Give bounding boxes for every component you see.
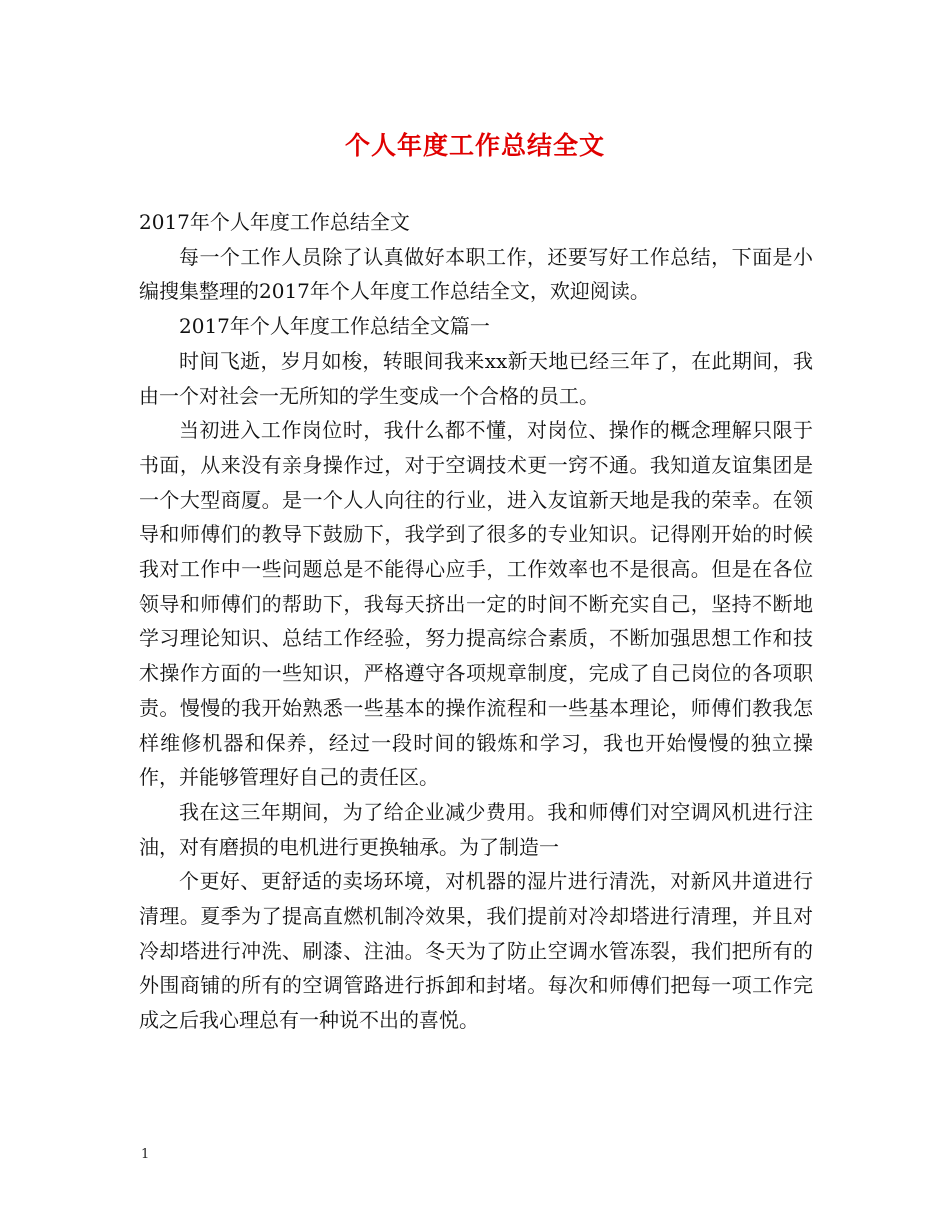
section-heading: 2017年个人年度工作总结全文篇一 <box>179 314 490 339</box>
body-paragraph: 我在这三年期间，为了给企业减少费用。我和师傅们对空调风机进行注油，对有磨损的电机进行更换轴承。为了制造一 <box>139 799 813 859</box>
body-paragraph: 当初进入工作岗位时，我什么都不懂，对岗位、操作的概念理解只限于书面，从来没有亲身操作过，对于空调技术更一窍不通。我知道友谊集团是一个大型商厦。是一个人人向往的行业，进入友谊新天地是我的荣幸。在领导和师傅们的教导下鼓励下，我学到了很多的专业知识。记得刚开始的时候我对工作中一些问题总是不能得心应手，工作效率也不是很高。但是在各位领导和师傅们的帮助下，我每天挤出一定的时间不断充实自己，坚持不断地学习理论知识、总结工作经验，努力提高综合素质，不断加强思想工作和技术操作方面的一些知识，严格遵守各项规章制度，完成了自己岗位的各项职责。慢慢的我开始熟悉一些基本的操作流程和一些基本理论，师傅们教我怎样维修机器和保养，经过一段时间的锻炼和学习，我也开始慢慢的独立操作，并能够管理好自己的责任区。 <box>139 418 813 790</box>
subtitle-line: 2017年个人年度工作总结全文 <box>139 210 410 234</box>
document-title: 个人年度工作总结全文 <box>344 131 605 160</box>
body-paragraph: 时间飞逝，岁月如梭，转眼间我来xx新天地已经三年了，在此期间，我由一个对社会一无所知的学生变成一个合格的员工。 <box>139 348 813 408</box>
intro-paragraph: 每一个工作人员除了认真做好本职工作，还要写好工作总结，下面是小编搜集整理的2017年个人年度工作总结全文，欢迎阅读。 <box>139 244 813 304</box>
page-number: 1 <box>141 1147 150 1162</box>
body-paragraph: 个更好、更舒适的卖场环境，对机器的湿片进行清洗，对新风井道进行清理。夏季为了提高直燃机制冷效果，我们提前对冷却塔进行清理，并且对冷却塔进行冲洗、刷漆、注油。冬天为了防止空调水管冻裂，我们把所有的外围商铺的所有的空调管路进行拆卸和封堵。每次和师傅们把每一项工作完成之后我心理总有一种说不出的喜悦。 <box>139 869 813 1033</box>
document-body <box>139 205 813 1038</box>
